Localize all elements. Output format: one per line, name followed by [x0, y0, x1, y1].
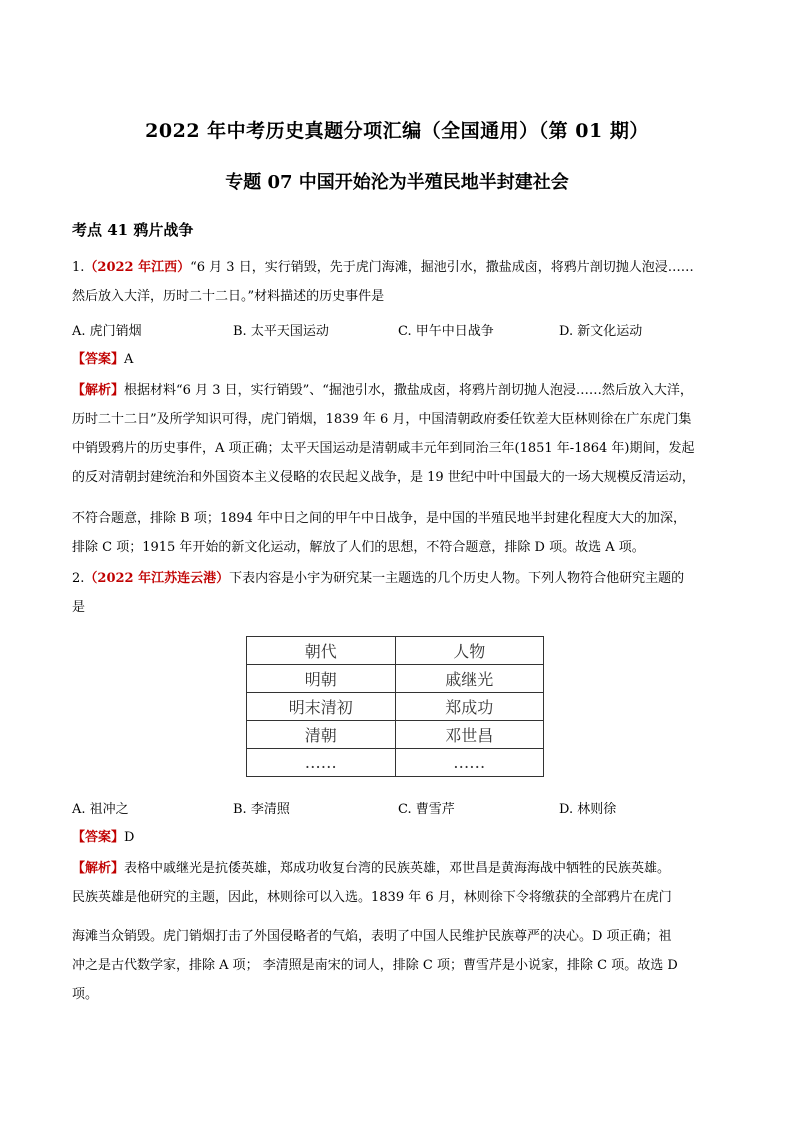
history-figures-table: [246, 636, 544, 777]
q2-analysis-line: [72, 860, 724, 878]
table-header-cell: 人物: [395, 637, 544, 665]
q2-analysis-line: 海滩当众销毁。虎门销烟打击了外国侵略者的气焰，表明了中国人民维护民族尊严的决心。D 项正确；祖: [72, 929, 672, 944]
q1-source: （2022 年江西）: [84, 260, 191, 275]
q1-stem-line2: 然后放入大洋，历时二十二日。”材料描述的历史事件是: [72, 289, 385, 304]
q1-stem-line1: [72, 259, 724, 277]
q2-stem-line1: [72, 570, 724, 588]
q2-stem-line2: 是: [72, 600, 86, 615]
q2-stem-text: 下表内容是小宇为研究某一主题选的几个历史人物。下列人物符合他研究主题的: [229, 571, 685, 586]
table-cell: 邓世昌: [395, 721, 544, 749]
q1-option-a: A. 虎门销烟: [72, 324, 142, 339]
table-cell: 郑成功: [395, 693, 544, 721]
page-subtitle: 专题 07 中国开始沦为半殖民地半封建社会: [225, 172, 569, 193]
q1-analysis-line: 历时二十二日”及所学知识可得，虎门销烟，1839 年 6 月，中国清朝政府委任钦差大臣林则徐在广东虎门集: [72, 412, 692, 427]
q2-analysis-line: 冲之是古代数学家，排除 A 项； 李清照是南宋的词人，排除 C 项；曹雪芹是小说家，排除 C 项。故选 D: [72, 958, 678, 973]
q2-answer-value: D: [124, 830, 135, 845]
q1-analysis-line: 的反对清朝封建统治和外国资本主义侵略的农民起义战争，是 19 世纪中叶中国最大的一场大规模反清运动，: [72, 470, 695, 485]
q1-analysis-line: [72, 382, 724, 400]
table-row: [247, 665, 544, 693]
q2-analysis-text: 表格中戚继光是抗倭英雄，郑成功收复台湾的民族英雄，邓世昌是黄海海战中牺牲的民族英雄。: [124, 861, 671, 876]
q1-analysis-line: 排除 C 项；1915 年开始的新文化运动，解放了人们的思想，不符合题意，排除 D 项。故选 A 项。: [72, 540, 645, 555]
q1-option-c: C. 甲午中日战争: [398, 324, 494, 339]
q2-answer-label: 【答案】: [72, 830, 125, 845]
table-cell: ……: [395, 749, 544, 777]
q1-answer: [72, 351, 724, 369]
q2-analysis-label: 【解析】: [72, 861, 125, 876]
q2-option-d: D. 林则徐: [559, 802, 617, 817]
table-row: [247, 749, 544, 777]
section-heading: 考点 41 鸦片战争: [72, 221, 194, 239]
q1-option-b: B. 太平天国运动: [233, 324, 329, 339]
page-title: 2022 年中考历史真题分项汇编（全国通用）（第 01 期）: [145, 120, 649, 142]
q1-analysis-text: 根据材料“6 月 3 日，实行销毁”、“掘池引水，撒盐成卤，将鸦片剖切抛人泡浸……然后放入大洋，: [124, 383, 693, 398]
q2-option-c: C. 曹雪芹: [398, 802, 455, 817]
q2-answer: [72, 829, 724, 847]
table-row: [247, 721, 544, 749]
q1-analysis-line: 不符合题意，排除 B 项；1894 年中日之间的甲午中日战争，是中国的半殖民地半封建化程度大大的加深，: [72, 511, 687, 526]
table-cell: 明末清初: [247, 693, 396, 721]
table-cell: ……: [247, 749, 396, 777]
q2-option-b: B. 李清照: [233, 802, 290, 817]
table-cell: 明朝: [247, 665, 396, 693]
table-cell: 戚继光: [395, 665, 544, 693]
table-row: [247, 693, 544, 721]
q2-number: 2.: [72, 571, 85, 586]
q1-number: 1.: [72, 260, 85, 275]
q2-analysis-line: 民族英雄是他研究的主题，因此，林则徐可以入选。1839 年 6 月，林则徐下令将缴获的全部鸦片在虎门: [72, 890, 672, 905]
q1-stem-text: “6 月 3 日，实行销毁，先于虎门海滩，掘池引水，撒盐成卤，将鸦片剖切抛人泡浸……: [190, 260, 694, 275]
q1-answer-value: A: [124, 352, 134, 367]
table-header-row: [247, 637, 544, 665]
q1-option-d: D. 新文化运动: [559, 324, 643, 339]
q1-analysis-label: 【解析】: [72, 383, 125, 398]
table-cell: 清朝: [247, 721, 396, 749]
q2-analysis-line: 项。: [72, 987, 99, 1002]
q1-analysis-line: 中销毁鸦片的历史事件，A 项正确；太平天国运动是清朝咸丰元年到同治三年(1851 年-1864 年)期间，发起: [72, 441, 695, 456]
q2-source: （2022 年江苏连云港）: [84, 571, 230, 586]
q2-option-a: A. 祖冲之: [72, 802, 129, 817]
table-header-cell: 朝代: [247, 637, 396, 665]
q1-answer-label: 【答案】: [72, 352, 125, 367]
